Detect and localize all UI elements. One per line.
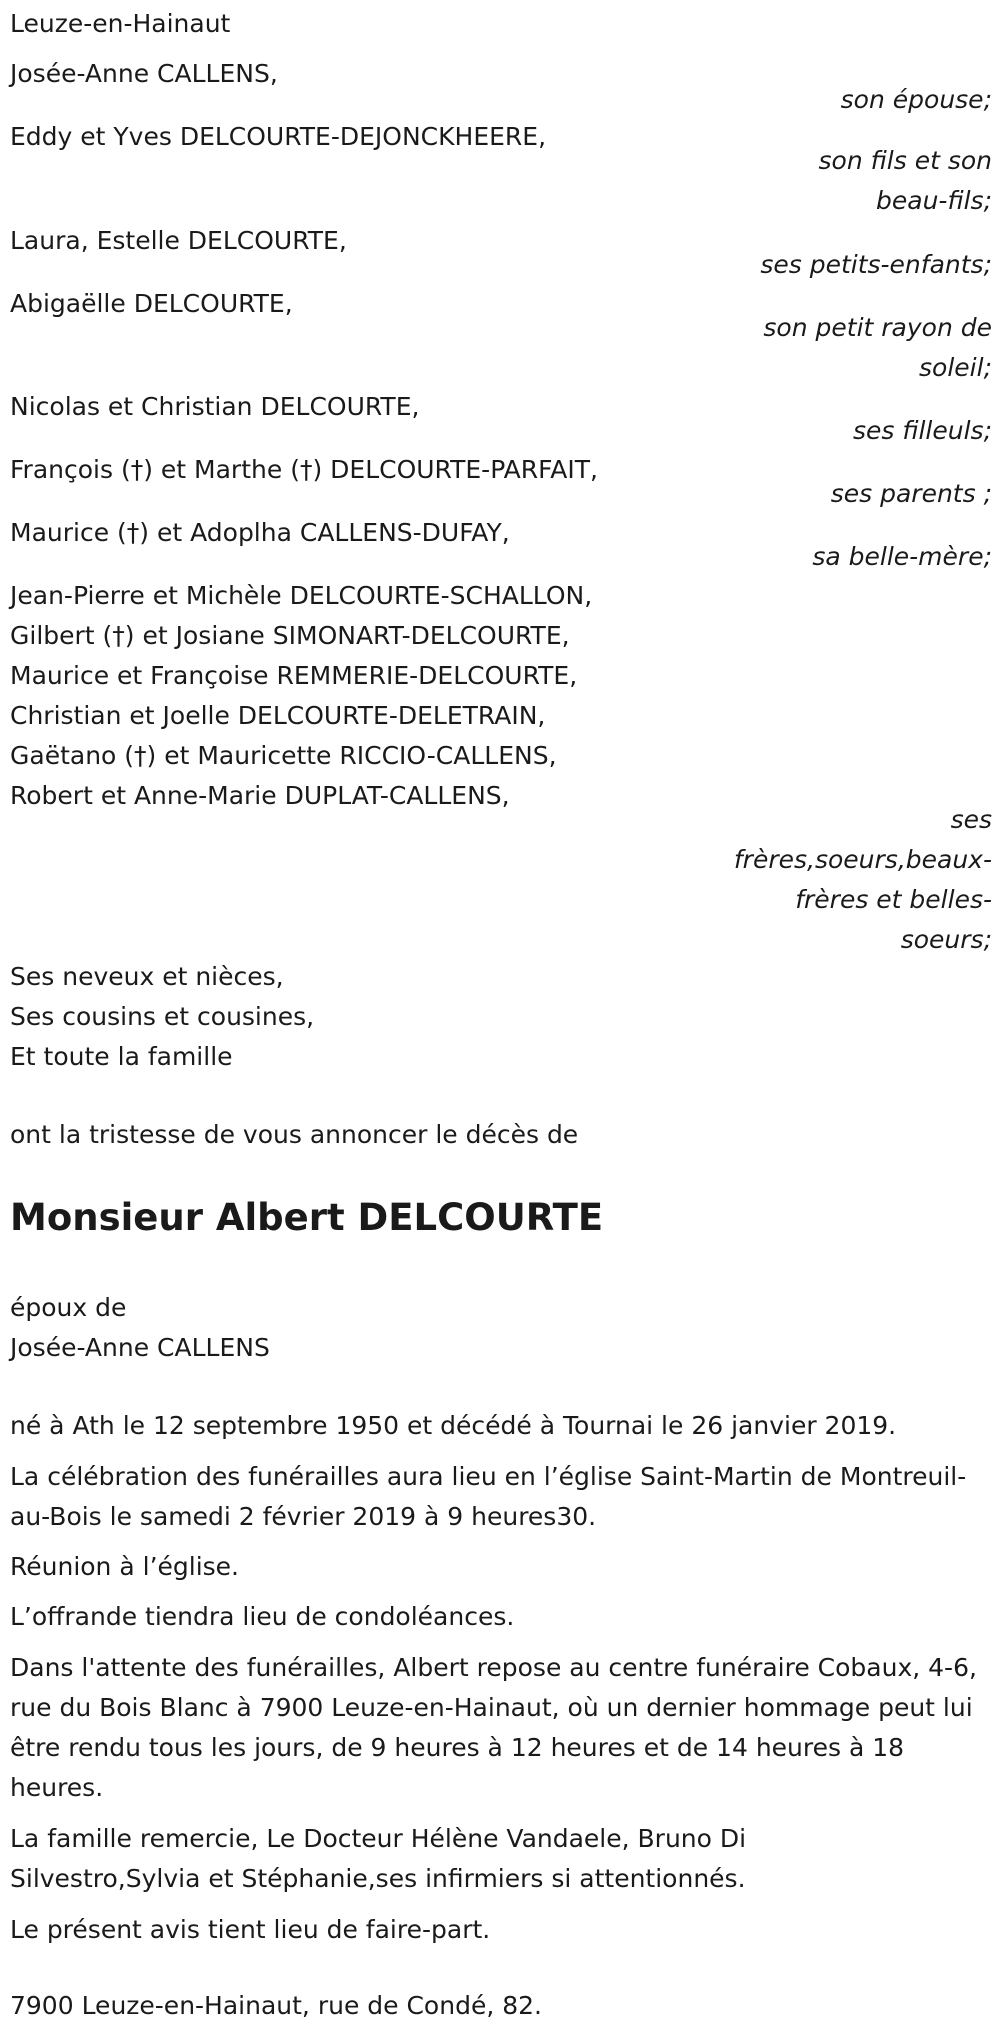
extended-family-line: Et toute la famille [10, 1042, 233, 1071]
family-names-parents: François (†) et Marthe (†) DELCOURTE-PARFAIT, [10, 455, 598, 484]
family-names-mother-in-law: Maurice (†) et Adoplha CALLENS-DUFAY, [10, 518, 510, 547]
sibling-line: Gaëtano (†) et Mauricette RICCIO-CALLENS, [10, 741, 557, 770]
spouse-line: époux de [10, 1293, 127, 1322]
relation-son-line-2: beau-fils; [876, 186, 992, 215]
announcement-text: ont la tristesse de vous annoncer le décès de [10, 1120, 579, 1149]
family-names-granddaughter: Abigaëlle DELCOURTE, [10, 289, 293, 318]
address: 7900 Leuze-en-Hainaut, rue de Condé, 82. [10, 1991, 542, 2020]
relation-godchildren: ses filleuls; [852, 416, 992, 445]
relation-siblings-line-4: soeurs; [900, 925, 992, 954]
relation-granddaughter-line-1: son petit rayon de [763, 313, 992, 342]
meeting-details: Réunion à l’église. [10, 1552, 240, 1581]
relation-siblings-line-3: frères et belles- [795, 885, 992, 914]
siblings-list [10, 576, 592, 816]
relation-mother-in-law: sa belle-mère; [812, 542, 992, 571]
spouse-line: Josée-Anne CALLENS [10, 1333, 270, 1362]
extended-family-line: Ses neveux et nièces, [10, 962, 284, 991]
relation-siblings [712, 800, 992, 960]
relation-granddaughter-line-2: soleil; [919, 353, 992, 382]
family-names-spouse: Josée-Anne CALLENS, [10, 59, 278, 88]
sibling-line: Jean-Pierre et Michèle DELCOURTE-SCHALLON, [10, 581, 593, 610]
location-header: Leuze-en-Hainaut [10, 9, 231, 38]
family-names-son: Eddy et Yves DELCOURTE-DEJONCKHEERE, [10, 122, 547, 151]
sibling-line: Robert et Anne-Marie DUPLAT-CALLENS, [10, 781, 510, 810]
deceased-name: Monsieur Albert DELCOURTE [10, 1196, 604, 1239]
relation-spouse: son épouse; [840, 85, 992, 114]
family-names-godchildren: Nicolas et Christian DELCOURTE, [10, 392, 420, 421]
birth-death-details: né à Ath le 12 septembre 1950 et décédé à Tournai le 26 janvier 2019. [10, 1411, 897, 1440]
relation-son [712, 141, 992, 221]
relation-parents: ses parents ; [830, 479, 992, 508]
rest-details: Dans l'attente des funérailles, Albert repose au centre funéraire Cobaux, 4-6, rue du Bois Blanc à 7900 Leuze-en-Hainaut, où un dernier hommage peut lui être rendu tous les jours, de 9 heures à 12 heures et de 14 heures à 18 heures. [10, 1653, 977, 1802]
acknowledgement: La famille remercie, Le Docteur Hélène Vandaele, Bruno Di Silvestro,Sylvia et Stéphanie,ses infirmiers si attentionnés. [10, 1824, 747, 1893]
relation-siblings-line-2: frères,soeurs,beaux- [733, 845, 992, 874]
sibling-line: Christian et Joelle DELCOURTE-DELETRAIN, [10, 701, 546, 730]
spouse-info [10, 1288, 270, 1368]
notice-statement: Le présent avis tient lieu de faire-part. [10, 1915, 491, 1944]
relation-grandchildren: ses petits-enfants; [760, 250, 992, 279]
relation-siblings-line-1: ses [950, 805, 992, 834]
extended-family-line: Ses cousins et cousines, [10, 1002, 315, 1031]
funeral-details: La célébration des funérailles aura lieu en l’église Saint-Martin de Montreuil-au-Bois le samedi 2 février 2019 à 9 heures30. [10, 1462, 967, 1531]
relation-granddaughter [712, 308, 992, 388]
extended-family [10, 957, 314, 1077]
family-names-grandchildren: Laura, Estelle DELCOURTE, [10, 226, 347, 255]
sibling-line: Gilbert (†) et Josiane SIMONART-DELCOURTE, [10, 621, 570, 650]
relation-son-line-1: son fils et son [818, 146, 992, 175]
offering-details: L’offrande tiendra lieu de condoléances. [10, 1602, 515, 1631]
sibling-line: Maurice et Françoise REMMERIE-DELCOURTE, [10, 661, 578, 690]
